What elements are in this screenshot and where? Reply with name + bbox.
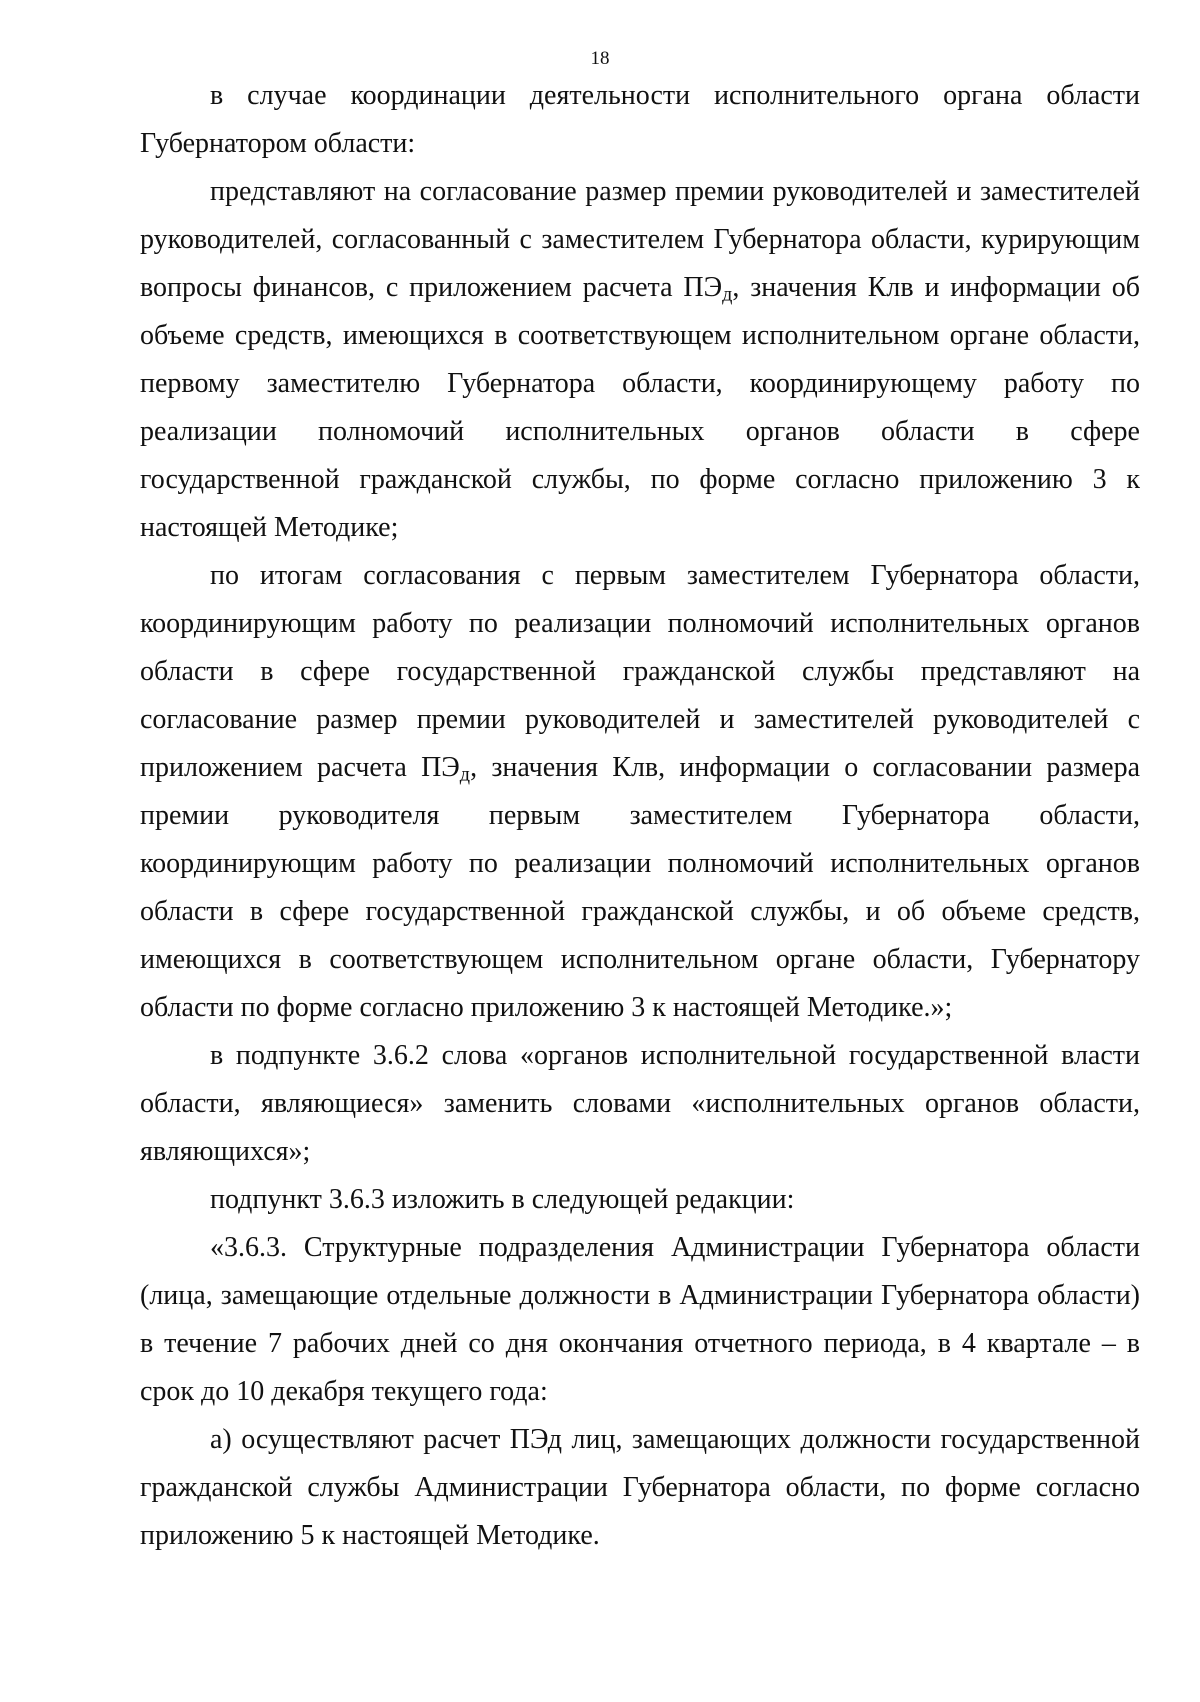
subscript-d: д bbox=[722, 283, 733, 306]
paragraph-text-part: , значения Клв и информации об объеме средств, имеющихся в соответствующем исполнительном органе области, первому заместителю Губернатора области, координирующему работу по реализации полномочий исполнительных органов области в сфере государственной гражданской службы, по форме согласно приложению 3 к настоящей Методике; bbox=[140, 272, 1140, 543]
subscript-d: д bbox=[459, 763, 471, 786]
paragraph-submit-to-first-deputy bbox=[140, 168, 1140, 552]
paragraph-subclause-3-6-3-text: «3.6.3. Структурные подразделения Администрации Губернатора области (лица, замещающие отдельные должности в Администрации Губернатора области) в течение 7 рабочих дней со дня окончания отчетного периода, в 4 квартале – в срок до 10 декабря текущего года: bbox=[140, 1232, 1140, 1407]
paragraph-text-part: представляют на согласование размер премии руководителей и заместителей руководителей, согласованный с заместителем Губернатора области, курирующим вопросы финансов, с приложением расчета ПЭ bbox=[140, 176, 1140, 303]
paragraph-text-part: , значения Клв, информации о согласовании размера премии руководителя первым заместителем Губернатора области, координирующим работу по реализации полномочий исполнительных органов области в сфере государственной гражданской службы, и об объеме средств, имеющихся в соответствующем исполнительном органе области, Губернатору области по форме согласно приложению 3 к настоящей Методике.»; bbox=[140, 752, 1140, 1023]
page-number: 18 bbox=[590, 48, 610, 69]
paragraph-subclause-3-6-2: в подпункте 3.6.2 слова «органов исполнительной государственной власти области, являющиеся» заменить словами «исполнительных органов области, являющихся»; bbox=[140, 1040, 1140, 1167]
paragraph-text-part: по итогам согласования с первым заместителем Губернатора области, координирующим работу по реализации полномочий исполнительных органов области в сфере государственной гражданской службы представляют на согласование размер премии руководителей и заместителей руководителей с приложением расчета ПЭ bbox=[140, 560, 1140, 783]
paragraph-coordination-case: в случае координации деятельности исполнительного органа области Губернатором области: bbox=[140, 80, 1140, 159]
paragraph-submit-to-governor bbox=[140, 552, 1140, 1032]
document-body bbox=[140, 72, 1140, 1560]
paragraph-subclause-3-6-3-intro: подпункт 3.6.3 изложить в следующей редакции: bbox=[210, 1184, 795, 1215]
paragraph-item-a: а) осуществляют расчет ПЭд лиц, замещающих должности государственной гражданской службы Администрации Губернатора области, по форме согласно приложению 5 к настоящей Методике. bbox=[140, 1424, 1140, 1551]
